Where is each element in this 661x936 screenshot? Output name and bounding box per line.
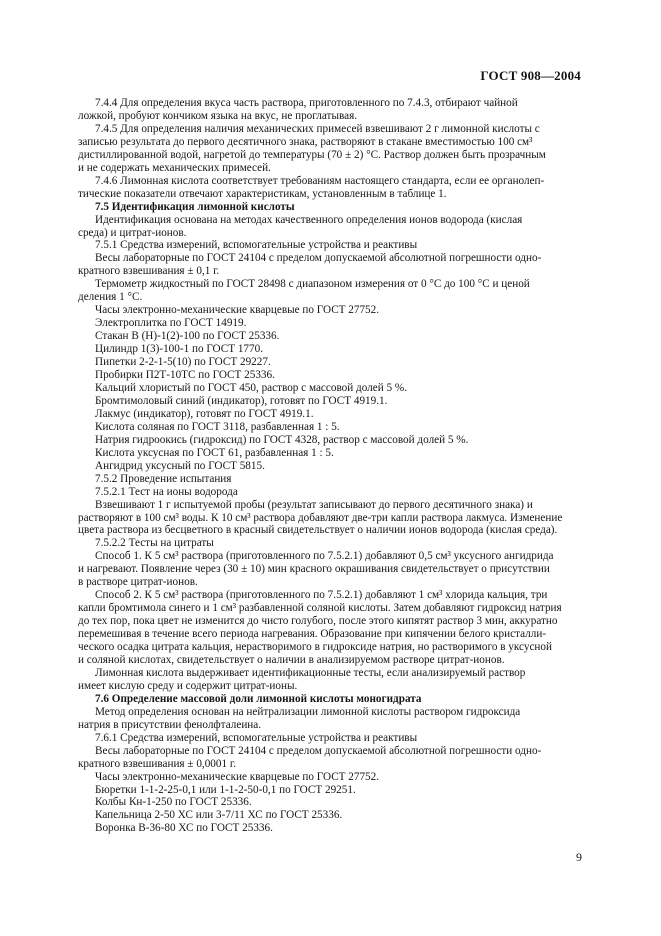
paragraph bbox=[78, 382, 584, 395]
text-line: деления 1 °С. bbox=[78, 291, 143, 304]
text-line: Лимонная кислота выдерживает идентификационные тесты, если анализируемый раствор bbox=[95, 666, 526, 679]
document-code-header: ГОСТ 908—2004 bbox=[480, 68, 581, 83]
text-line: 7.4.5 Для определения наличия механических примесей взвешивают 2 г лимонной кислоты с bbox=[95, 122, 540, 135]
text-line: 7.5.2.2 Тесты на цитраты bbox=[95, 537, 214, 550]
text-line: цвета раствора из бесцветного в красный свидетельствует о наличии ионов водорода (кислая среда). bbox=[78, 524, 558, 537]
text-line: Цилиндр 1(3)-100-1 по ГОСТ 1770. bbox=[95, 343, 264, 356]
paragraph bbox=[78, 537, 584, 550]
text-line: 7.4.6 Лимонная кислота соответствует требованиям настоящего стандарта, если ее органолеп- bbox=[95, 174, 545, 187]
text-line: Кальций хлористый по ГОСТ 450, раствор с массовой долей 5 %. bbox=[95, 381, 407, 394]
text-line: 7.5 Идентификация лимонной кислоты bbox=[95, 200, 295, 213]
text-line: 7.5.2 Проведение испытания bbox=[95, 472, 232, 485]
text-line: Взвешивают 1 г испытуемой пробы (результат записывают до первого десятичного знака) и bbox=[95, 498, 533, 511]
text-line: дистиллированной водой, нагретой до температуры (70 ± 2) °С. Раствор должен быть прозрачным bbox=[78, 148, 546, 161]
text-line: Воронка В-36-80 ХС по ГОСТ 25336. bbox=[95, 822, 273, 835]
text-line: капли бромтимола синего и 1 см³ разбавленной соляной кислоты. Затем добавляют гидроксид натрия bbox=[78, 602, 562, 615]
paragraph bbox=[78, 175, 584, 201]
paragraph bbox=[78, 356, 584, 369]
paragraph bbox=[78, 667, 584, 693]
text-line: Метод определения основан на нейтрализации лимонной кислоты раствором гидроксида bbox=[95, 705, 521, 718]
text-line: Весы лабораторные по ГОСТ 24104 с пределом допускаемой абсолютной погрешности одно- bbox=[95, 744, 542, 757]
paragraph bbox=[78, 408, 584, 421]
paragraph bbox=[78, 343, 584, 356]
text-line: перемешивая в течение всего периода нагревания. Образование при кипячении белого кристалли- bbox=[78, 628, 547, 641]
section-heading bbox=[78, 693, 584, 706]
text-line: ческого осадка цитрата кальция, нерастворимого в гидроксиде натрия, но растворимого в уксусной bbox=[78, 641, 552, 654]
text-line: 7.5.2.1 Тест на ионы водорода bbox=[95, 485, 238, 498]
text-line: Капельница 2-50 ХС или 3-7/11 ХС по ГОСТ 25336. bbox=[95, 809, 343, 822]
paragraph bbox=[78, 822, 584, 835]
paragraph bbox=[78, 97, 584, 123]
text-line: Термометр жидкостный по ГОСТ 28498 с диапазоном измерения от 0 °С до 100 °С и ценой bbox=[95, 278, 530, 291]
paragraph bbox=[78, 123, 584, 175]
text-line: среда) и цитрат-ионов. bbox=[78, 226, 187, 239]
text-line: записью результата до первого десятичного знака, растворяют в стакане вместимостью 100 см³ bbox=[78, 135, 533, 148]
text-line: Электроплитка по ГОСТ 14919. bbox=[95, 317, 247, 330]
page-number: 9 bbox=[576, 850, 582, 864]
paragraph bbox=[78, 395, 584, 408]
text-line: Пробирки П2Т-10ТС по ГОСТ 25336. bbox=[95, 369, 275, 382]
text-line: и не содержать механических примесей. bbox=[78, 161, 271, 174]
text-line: Кислота соляная по ГОСТ 3118, разбавленная 1 : 5. bbox=[95, 420, 340, 433]
section-heading bbox=[78, 201, 584, 214]
paragraph bbox=[78, 369, 584, 382]
text-line: тические показатели отвечают характеристикам, установленным в таблице 1. bbox=[78, 187, 447, 200]
text-line: Идентификация основана на методах качественного определения ионов водорода (кислая bbox=[95, 213, 523, 226]
text-line: ложкой, пробуют кончиком языка на вкус, не проглатывая. bbox=[78, 109, 358, 122]
paragraph bbox=[78, 330, 584, 343]
text-line: 7.6.1 Средства измерений, вспомогательные устройства и реактивы bbox=[95, 731, 418, 744]
paragraph bbox=[78, 732, 584, 745]
paragraph bbox=[78, 278, 584, 304]
paragraph bbox=[78, 550, 584, 589]
paragraph bbox=[78, 447, 584, 460]
paragraph bbox=[78, 239, 584, 252]
text-line: и соляной кислотах, свидетельствует о наличии в анализируемом растворе цитрат-ионов. bbox=[78, 653, 505, 666]
text-line: кратного взвешивания ± 0,1 г. bbox=[78, 265, 220, 278]
paragraph bbox=[78, 460, 584, 473]
paragraph bbox=[78, 317, 584, 330]
paragraph bbox=[78, 784, 584, 797]
text-line: Стакан В (Н)-1(2)-100 по ГОСТ 25336. bbox=[95, 330, 280, 343]
text-line: Часы электронно-механические кварцевые по ГОСТ 27752. bbox=[95, 770, 380, 783]
paragraph bbox=[78, 745, 584, 771]
paragraph bbox=[78, 796, 584, 809]
paragraph bbox=[78, 304, 584, 317]
text-line: Весы лабораторные по ГОСТ 24104 с пределом допускаемой абсолютной погрешности одно- bbox=[95, 252, 542, 265]
text-line: Колбы Кн-1-250 по ГОСТ 25336. bbox=[95, 796, 252, 809]
text-line: растворяют в 100 см³ воды. К 10 см³ раствора добавляют две-три капли раствора лакмуса. Изменение bbox=[78, 511, 563, 524]
paragraph bbox=[78, 771, 584, 784]
text-line: Ангидрид уксусный по ГОСТ 5815. bbox=[95, 459, 265, 472]
text-line: Натрия гидроокись (гидроксид) по ГОСТ 4328, раствор с массовой долей 5 %. bbox=[95, 433, 469, 446]
paragraph bbox=[78, 421, 584, 434]
text-line: Часы электронно-механические кварцевые по ГОСТ 27752. bbox=[95, 304, 380, 317]
text-line: до тех пор, пока цвет не изменится до чисто голубого, после этого кипятят раствор 3 мин, аккуратно bbox=[78, 615, 558, 628]
text-line: натрия в присутствии фенолфталеина. bbox=[78, 718, 262, 731]
text-line: Бюретки 1-1-2-25-0,1 или 1-1-2-50-0,1 по ГОСТ 29251. bbox=[95, 783, 356, 796]
paragraph bbox=[78, 706, 584, 732]
paragraph bbox=[78, 589, 584, 667]
text-line: 7.5.1 Средства измерений, вспомогательные устройства и реактивы bbox=[95, 239, 418, 252]
text-line: в растворе цитрат-ионов. bbox=[78, 576, 198, 589]
text-line: Способ 1. К 5 см³ раствора (приготовленного по 7.5.2.1) добавляют 0,5 см³ уксусного ангидрида bbox=[95, 550, 554, 563]
text-line: Способ 2. К 5 см³ раствора (приготовленного по 7.5.2.1) добавляют 1 см³ хлорида кальция, три bbox=[95, 589, 548, 602]
text-line: имеет кислую среду и содержит цитрат-ионы. bbox=[78, 679, 298, 692]
text-line: и нагревают. Появление через (30 ± 10) мин красного окрашивания свидетельствует о присутствии bbox=[78, 563, 550, 576]
paragraph bbox=[78, 214, 584, 240]
document-body bbox=[78, 97, 584, 835]
text-line: 7.4.4 Для определения вкуса часть раствора, приготовленного по 7.4.3, отбирают чайной bbox=[95, 97, 518, 109]
paragraph bbox=[78, 809, 584, 822]
text-line: Пипетки 2-2-1-5(10) по ГОСТ 29227. bbox=[95, 356, 271, 369]
text-line: 7.6 Определение массовой доли лимонной кислоты моногидрата bbox=[95, 692, 422, 705]
text-line: кратного взвешивания ± 0,0001 г. bbox=[78, 757, 236, 770]
paragraph bbox=[78, 499, 584, 538]
paragraph bbox=[78, 252, 584, 278]
paragraph bbox=[78, 434, 584, 447]
text-line: Кислота уксусная по ГОСТ 61, разбавленная 1 : 5. bbox=[95, 446, 334, 459]
text-line: Бромтимоловый синий (индикатор), готовят по ГОСТ 4919.1. bbox=[95, 394, 388, 407]
paragraph bbox=[78, 473, 584, 486]
text-line: Лакмус (индикатор), готовят по ГОСТ 4919.1. bbox=[95, 407, 314, 420]
paragraph bbox=[78, 486, 584, 499]
